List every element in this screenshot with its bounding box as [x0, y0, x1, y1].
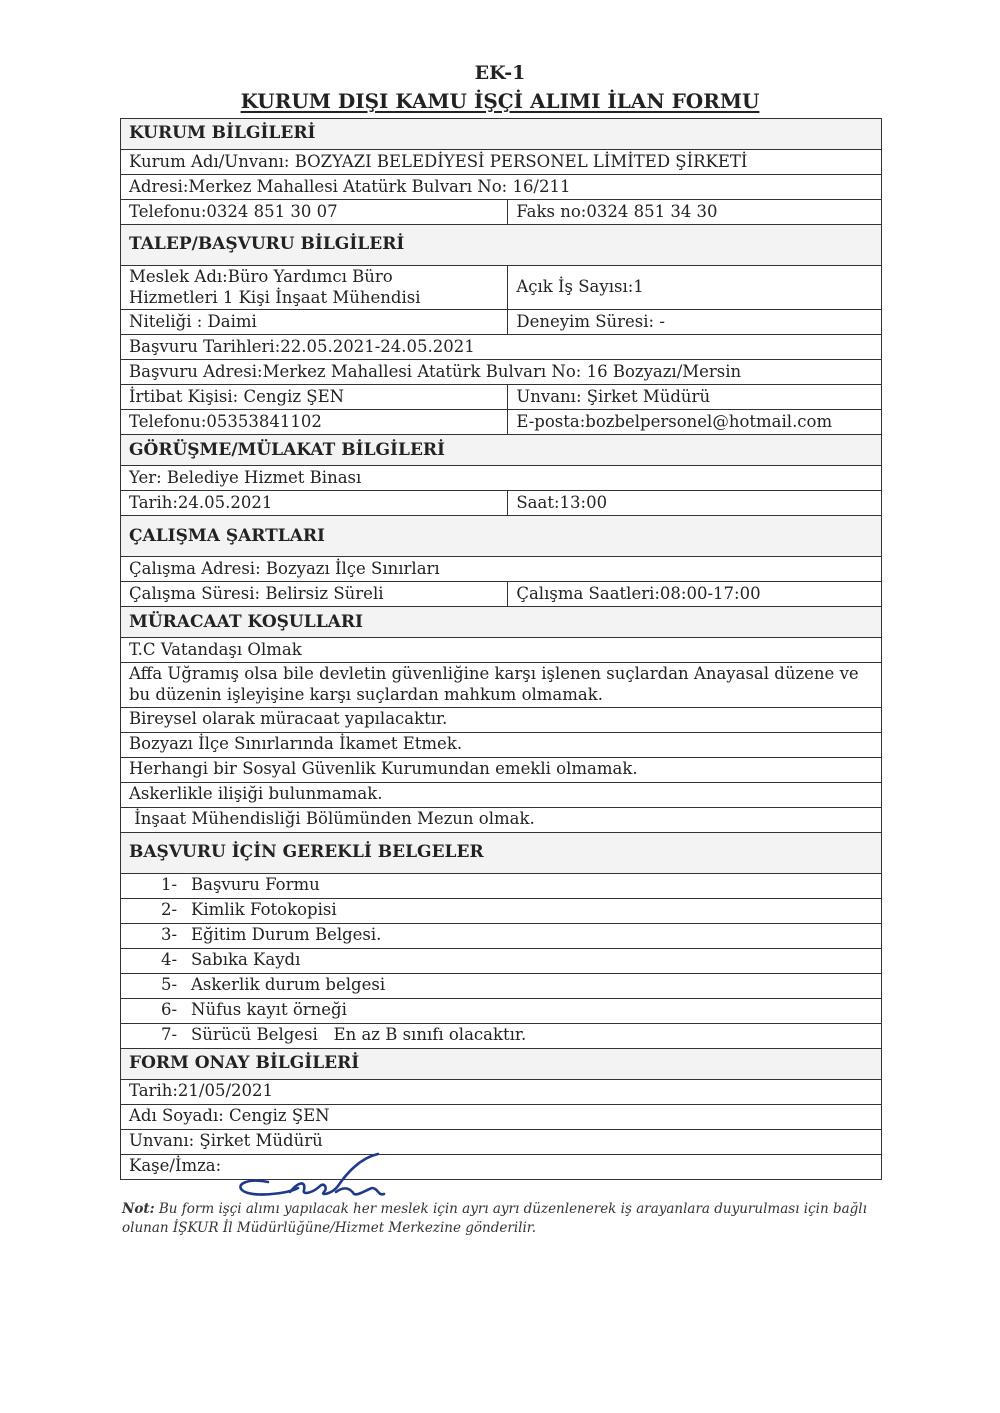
document-item: 7- Sürücü Belgesi En az B sınıfı olacaktır.: [121, 1023, 882, 1048]
application-address: Başvuru Adresi:Merkez Mahallesi Atatürk Bulvarı No: 16 Bozyazı/Mersin: [121, 360, 882, 385]
approval-title: Unvanı: Şirket Müdürü: [121, 1129, 882, 1154]
job-posting-form: [120, 118, 882, 1180]
open-positions: Açık İş Sayısı:1: [508, 266, 882, 310]
document-item: 1- Başvuru Formu: [121, 873, 882, 898]
institution-address: Adresi:Merkez Mahallesi Atatürk Bulvarı No: 16/211: [121, 175, 882, 200]
institution-name: Kurum Adı/Unvanı: BOZYAZI BELEDİYESİ PERSONEL LİMİTED ŞİRKETİ: [121, 150, 882, 175]
document-item: 4- Sabıka Kaydı: [121, 948, 882, 973]
approval-date: Tarih:21/05/2021: [121, 1079, 882, 1104]
condition-item: Affa Uğramış olsa bile devletin güvenliğine karşı işlenen suçlardan Anayasal düzene ve bu düzenin işleyişine karşı suçlardan mahkum olmamak.: [121, 663, 882, 707]
condition-item: İnşaat Mühendisliği Bölümünden Mezun olmak.: [121, 807, 882, 832]
footnote: Not: Bu form işçi alımı yapılacak her meslek için ayrı ayrı düzenlenerek iş arayanlara duyurulması için bağlı olunan İŞKUR İl Müdürlüğüne/Hizmet Merkezine gönderilir.: [122, 1201, 867, 1236]
annex-label: EK-1: [474, 62, 526, 84]
contact-phone: Telefonu:05353841102: [121, 410, 508, 435]
job-title: Meslek Adı:Büro Yardımcı Büro Hizmetleri 1 Kişi İnşaat Mühendisi: [121, 266, 508, 310]
job-nature: Niteliği : Daimi: [121, 310, 508, 335]
document-item: 2- Kimlik Fotokopisi: [121, 898, 882, 923]
section-onay: [121, 1048, 882, 1079]
section-title: GÖRÜŞME/MÜLAKAT BİLGİLERİ: [121, 435, 882, 466]
document-item: 5- Askerlik durum belgesi: [121, 973, 882, 998]
section-gorusme: [121, 435, 882, 466]
condition-item: Bireysel olarak müracaat yapılacaktır.: [121, 707, 882, 732]
section-title: TALEP/BAŞVURU BİLGİLERİ: [121, 225, 882, 266]
work-duration: Çalışma Süresi: Belirsiz Süreli: [121, 582, 508, 607]
section-kurum: [121, 119, 882, 150]
section-calisma: [121, 516, 882, 557]
application-dates: Başvuru Tarihleri:22.05.2021-24.05.2021: [121, 335, 882, 360]
contact-title: Unvanı: Şirket Müdürü: [508, 385, 882, 410]
experience-required: Deneyim Süresi: -: [508, 310, 882, 335]
section-title: BAŞVURU İÇİN GEREKLİ BELGELER: [121, 832, 882, 873]
institution-fax: Faks no:0324 851 34 30: [508, 200, 882, 225]
contact-person: İrtibat Kişisi: Cengiz ŞEN: [121, 385, 508, 410]
interview-date: Tarih:24.05.2021: [121, 491, 508, 516]
section-title: KURUM BİLGİLERİ: [121, 119, 882, 150]
contact-email: E-posta:bozbelpersonel@hotmail.com: [508, 410, 882, 435]
work-address: Çalışma Adresi: Bozyazı İlçe Sınırları: [121, 557, 882, 582]
form-title: KURUM DIŞI KAMU İŞÇİ ALIMI İLAN FORMU: [240, 89, 760, 113]
section-title: MÜRACAAT KOŞULLARI: [121, 607, 882, 638]
condition-item: Bozyazı İlçe Sınırlarında İkamet Etmek.: [121, 732, 882, 757]
section-belgeler: [121, 832, 882, 873]
section-muracaat: [121, 607, 882, 638]
document-item: 6- Nüfus kayıt örneği: [121, 998, 882, 1023]
section-talep: [121, 225, 882, 266]
interview-time: Saat:13:00: [508, 491, 882, 516]
section-title: FORM ONAY BİLGİLERİ: [121, 1048, 882, 1079]
institution-phone: Telefonu:0324 851 30 07: [121, 200, 508, 225]
approval-name: Adı Soyadı: Cengiz ŞEN: [121, 1104, 882, 1129]
document-item: 3- Eğitim Durum Belgesi.: [121, 923, 882, 948]
condition-item: T.C Vatandaşı Olmak: [121, 638, 882, 663]
condition-item: Askerlikle ilişiği bulunmamak.: [121, 782, 882, 807]
section-title: ÇALIŞMA ŞARTLARI: [121, 516, 882, 557]
condition-item: Herhangi bir Sosyal Güvenlik Kurumundan emekli olmamak.: [121, 757, 882, 782]
stamp-signature: Kaşe/İmza:: [121, 1154, 882, 1179]
interview-place: Yer: Belediye Hizmet Binası: [121, 466, 882, 491]
work-hours: Çalışma Saatleri:08:00-17:00: [508, 582, 882, 607]
